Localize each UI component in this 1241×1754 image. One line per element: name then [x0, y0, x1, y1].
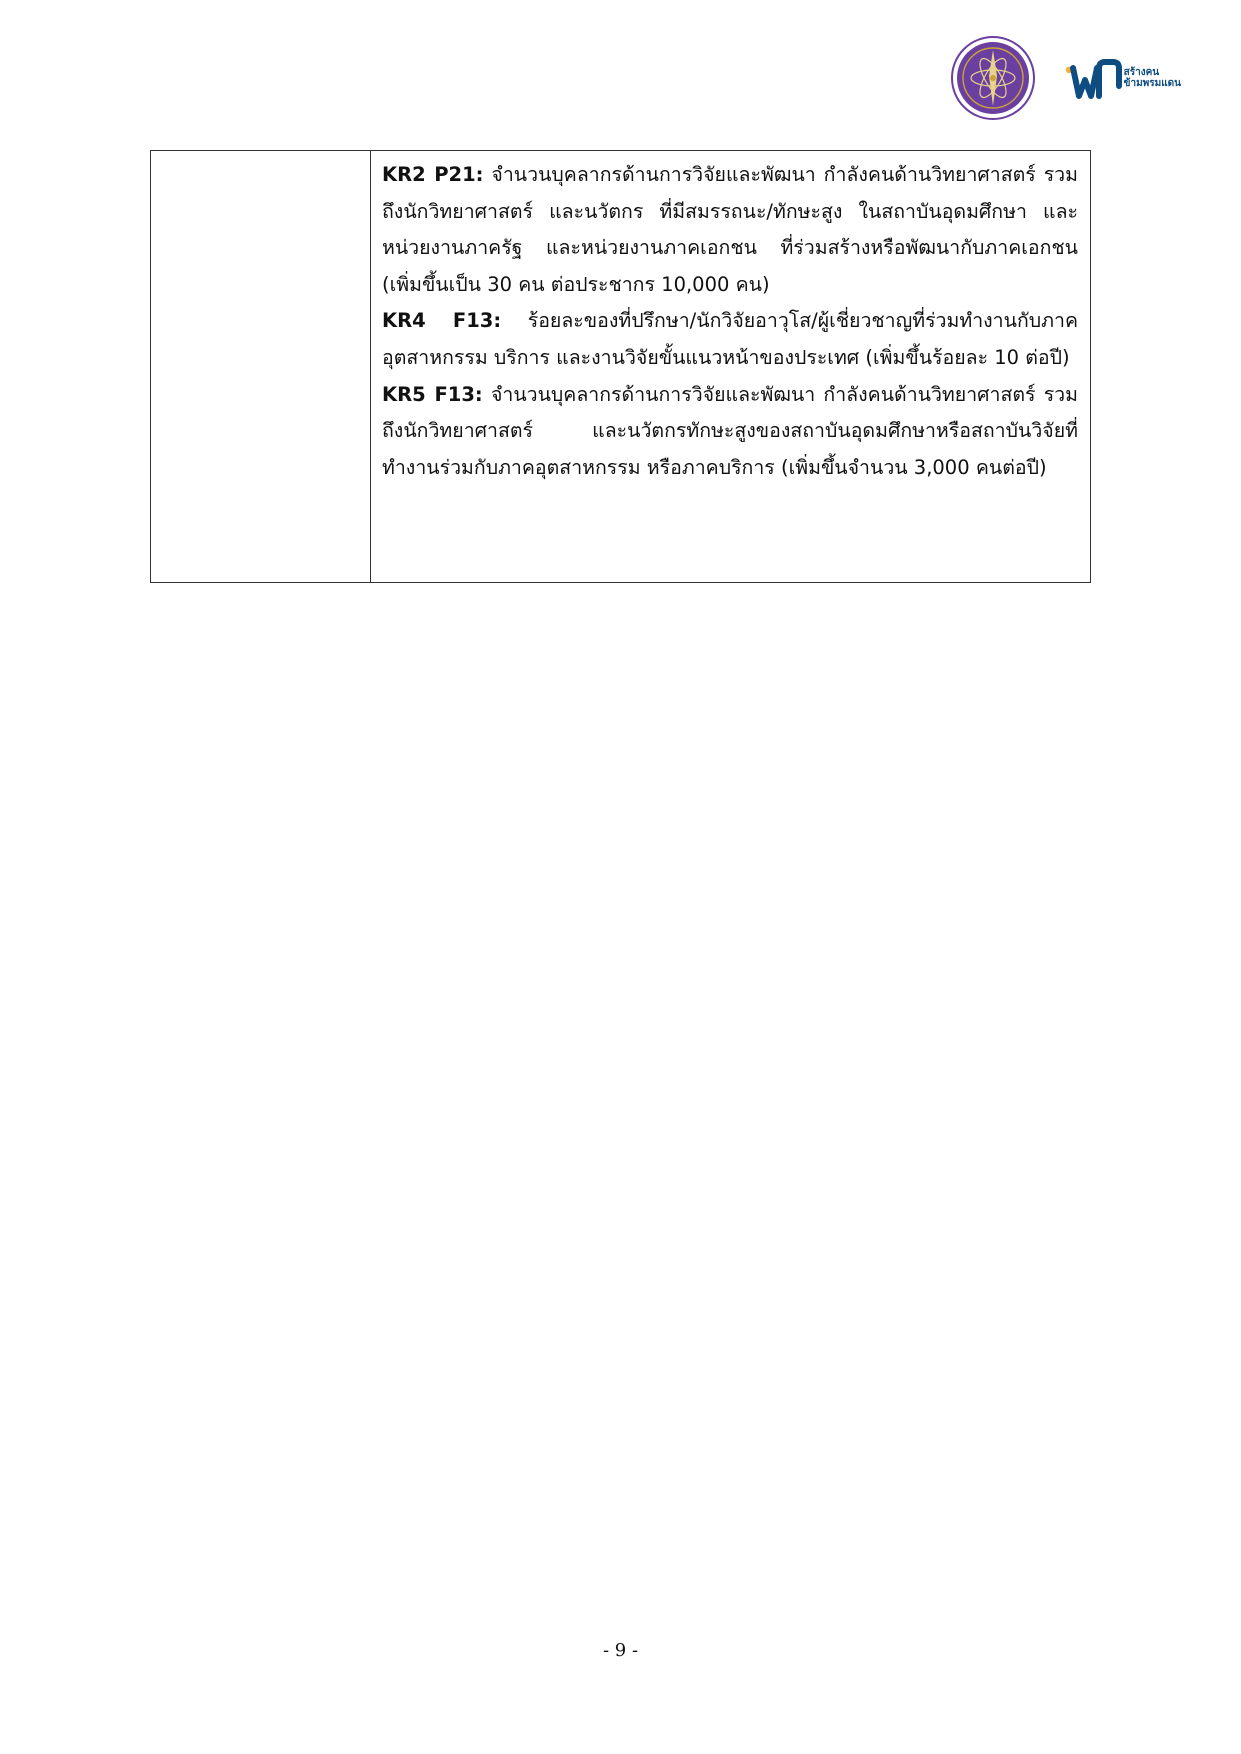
brand-text-line2: ข้ามพรมแดน — [1123, 78, 1181, 89]
brand-logo — [1063, 56, 1181, 100]
kr-code: KR2 P21: — [382, 163, 484, 186]
kr-item — [382, 303, 1078, 376]
kr-item — [382, 377, 1078, 487]
header-logos — [951, 36, 1181, 120]
kr-code: KR5 F13: — [382, 382, 483, 406]
brand-text — [1124, 67, 1181, 89]
kr-text: ร้อยละของที่ปรึกษา/นักวิจัยอาวุโส/ผู้เชี่ยวชาญที่ร่วมทำงานกับภาคอุตสาหกรรม บริการ และงานวิจัยขั้นแนวหน้าของประเทศ (เพิ่มขึ้นร้อยละ 10 ต่อปี) — [382, 309, 1078, 369]
kpi-table — [150, 150, 1091, 583]
ministry-seal-logo — [951, 36, 1035, 120]
brand-text-line1: สร้างคน — [1123, 67, 1160, 78]
kr-text: จำนวนบุคลากรด้านการวิจัยและพัฒนา กำลังคนด้านวิทยาศาสตร์ รวมถึงนักวิทยาศาสตร์ และนวัตกร ที่มีสมรรถนะ/ทักษะสูง ในสถาบันอุดมศึกษา และหน่วยงานภาครัฐ และหน่วยงานภาคเอกชน ที่ร่วมสร้างหรือพัฒนากับภาคเอกชน (เพิ่มขึ้นเป็น 30 คน ต่อประชากร 10,000 คน) — [382, 163, 1078, 296]
brand-mark-icon — [1063, 56, 1123, 100]
kr-item — [382, 157, 1078, 303]
table-right-cell — [371, 151, 1090, 582]
kr-code: KR4 F13: — [382, 309, 502, 333]
table-left-cell — [151, 151, 371, 582]
kr-text: จำนวนบุคลากรด้านการวิจัยและพัฒนา กำลังคนด้านวิทยาศาสตร์ รวมถึงนักวิทยาศาสตร์ และนวัตกรทักษะสูงของสถาบันอุดมศึกษาหรือสถาบันวิจัยที่ทำงานร่วมกับภาคอุตสาหกรรม หรือภาคบริการ (เพิ่มขึ้นจำนวน 3,000 คนต่อปี) — [382, 382, 1078, 479]
page-number: - 9 - — [602, 1640, 639, 1661]
